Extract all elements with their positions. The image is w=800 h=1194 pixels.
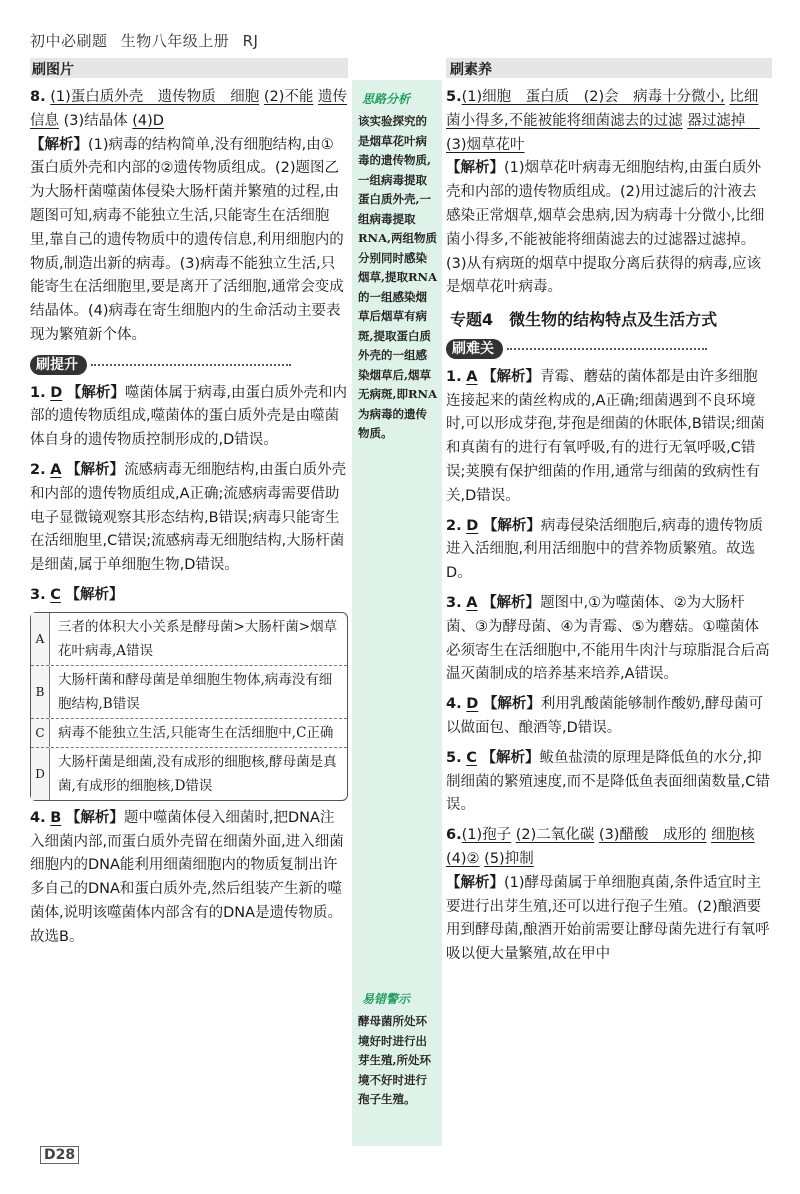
- question-3: 3. C 【解析】: [30, 586, 124, 603]
- left-column: [30, 86, 348, 950]
- question-5b: 5. C 【解析】鲅鱼盐渍的原理是降低鱼的水分,抑制细菌的繁殖速度,而不是降低鱼表面细菌数量,C错误。: [446, 749, 770, 814]
- dotted-rule: [507, 348, 707, 350]
- section-heading: [30, 354, 348, 378]
- table-row: C 病毒不能独立生活,只能寄生在活细胞中,C正确: [31, 718, 347, 747]
- answer-letter: A: [466, 594, 478, 611]
- tip-heading-warning: 易错警示: [362, 992, 411, 1006]
- tip-heading-analysis: 思路分析: [362, 92, 411, 106]
- section-heading: [446, 338, 770, 362]
- explanation: 【解析】(1)烟草花叶病毒无细胞结构,由蛋白质外壳和内部的遗传物质组成。(2)用过滤后的汁液去感染正常烟草,烟草会患病,因为病毒十分微小,比细菌小得多,不能被能将细菌滤去的过滤器过滤掉。(3)从有病斑的烟草中提取分离后获得的病毒,应该是烟草花叶病毒。: [446, 160, 765, 296]
- series-name: 初中必刷题: [30, 32, 108, 50]
- right-column: [446, 86, 770, 967]
- question-2: 2. A 【解析】流感病毒无细胞结构,由蛋白质外壳和内部的遗传物质组成,A正确;流感病毒需要借助电子显微镜观察其形态结构,B错误;病毒只能寄生在活细胞里,C错误;流感病毒无细胞结构,大肠杆菌是细菌,属于单细胞生物,D错误。: [30, 461, 347, 574]
- options-table: [30, 612, 348, 801]
- subject-name: 生物八年级上册: [120, 32, 230, 50]
- question-6: 6.(1)孢子 (2)二氧化碳 (3)醋酸 成形的 细胞核 (4)② (5)抑制: [446, 827, 755, 867]
- answer-letter: D: [466, 517, 479, 534]
- answer-blank: (1)细胞 蛋白质 (2)会 病毒十分微小,: [461, 89, 725, 105]
- answer-letter: C: [466, 749, 477, 766]
- answer-letter: D: [466, 696, 479, 713]
- question-3: 3. A 【解析】题图中,①为噬菌体、②为大肠杆菌、③为酵母菌、④为青霉、⑤为蘑菇。①噬菌体必须寄生在活细胞中,不能用牛肉汁与琼脂混合后高温灭菌制成的培养基来培养,A错误。: [446, 594, 770, 683]
- tip-analysis-text: 该实验探究的是烟草花叶病毒的遗传物质,一组病毒提取蛋白质外壳,一组病毒提取RNA,两组物质分别同时感染烟草,提取RNA的一组感染烟草后烟草有病斑,提取蛋白质外壳的一组感染烟草后,烟草无病斑,即RNA为病毒的遗传物质。: [358, 114, 437, 440]
- right-band-label: 刷素养: [450, 62, 492, 78]
- question-8: 8. (1)蛋白质外壳 遗传物质 细胞 (2)不能 遗传信息 (3)结晶体 (4)D: [30, 89, 348, 129]
- page-number: D28: [40, 1146, 79, 1164]
- question-4: 4. B 【解析】题中噬菌体侵入细菌时,把DNA注入细菌内部,而蛋白质外壳留在细菌外面,进入细菌细胞内的DNA能利用细菌细胞内的物质复制出许多自己的DNA和蛋白质外壳,然后组装产生新的噬菌体,说明该噬菌体内部含有的DNA是遗传物质。故选B。: [30, 809, 344, 945]
- answer-blank: (2)二氧化碳: [515, 827, 595, 844]
- question-1: 1. A 【解析】青霉、蘑菇的菌体都是由许多细胞连接起来的菌丝构成的,A正确;细菌遇到不良环境时,可以形成芽孢,芽孢是细菌的休眠体,B错误;细菌和真菌有的进行有氧呼吸,有的进行无氧呼吸,C错误;荚膜有保护细菌的作用,通常与细菌的致病性有关,D错误。: [446, 368, 765, 504]
- question-5: 5.(1)细胞 蛋白质 (2)会 病毒十分微小, 比细菌小得多,不能被能将细菌滤去的过滤 器过滤掉 (3)烟草花叶: [446, 89, 760, 153]
- left-section-band: [30, 58, 348, 78]
- section-label: 刷提升: [30, 355, 87, 375]
- question-2: 2. D 【解析】病毒侵染活细胞后,病毒的遗传物质进入活细胞,利用活细胞中的营养物质繁殖。故选D。: [446, 517, 763, 582]
- answer-letter: C: [50, 586, 61, 603]
- dotted-rule: [91, 364, 291, 366]
- answer-letter: A: [50, 461, 62, 478]
- answer-blank: 细胞核: [711, 827, 755, 844]
- answer-blank: (5)抑制: [484, 850, 534, 867]
- answer-letter: D: [50, 384, 63, 401]
- answer-blank: (3)醋酸 成形的: [598, 827, 707, 844]
- section-label: 刷难关: [446, 339, 503, 359]
- answer-blank: (3)结晶体: [63, 112, 128, 129]
- answer-blank: (1)孢子: [461, 827, 512, 844]
- question-1: 1. D 【解析】噬菌体属于病毒,由蛋白质外壳和内部的遗传物质组成,噬菌体的蛋白质外壳是由噬菌体自身的遗传物质控制形成的,D错误。: [30, 384, 347, 449]
- answer-letter: A: [466, 368, 478, 385]
- page-header: [30, 30, 258, 51]
- table-row: A 三者的体积大小关系是酵母菌>大肠杆菌>烟草花叶病毒,A错误: [31, 613, 347, 665]
- explanation: 【解析】(1)病毒的结构简单,没有细胞结构,由①蛋白质外壳和内部的②遗传物质组成。(2)题图乙为大肠杆菌噬菌体侵染大肠杆菌并繁殖的过程,由题图可知,病毒不能独立生活,只能寄生在活细胞里,靠自己的遗传物质中的遗传信息,利用细胞内的物质,制造出新的病毒。(3)病毒不能独立生活,只能寄生在活细胞里,要是离开了活细胞,通常会变成结晶体。(4)病毒在寄生细胞内的生命活动主要表现为繁殖新个体。: [30, 136, 344, 343]
- answer-letter: B: [50, 809, 62, 826]
- left-band-label: 刷图片: [32, 62, 74, 78]
- answer-blank: (4)②: [446, 850, 480, 867]
- answer-blank: 比细菌小得多,不能被能将细菌滤去的过滤: [446, 89, 759, 129]
- edition: RJ: [242, 32, 259, 50]
- tip-warning-text: 酵母菌所处环境好时进行出芽生殖,所处环境不好时进行孢子生殖。: [358, 1014, 432, 1106]
- answer-blank: 器过滤掉 (3)烟草花叶: [446, 112, 760, 153]
- table-row: D 大肠杆菌是细菌,没有成形的细胞核,酵母菌是真菌,有成形的细胞核,D错误: [31, 747, 347, 800]
- answer-blank: (2)不能: [263, 89, 314, 105]
- table-row: B 大肠杆菌和酵母菌是单细胞生物体,病毒没有细胞结构,B错误: [31, 665, 347, 718]
- explanation: 【解析】(1)酵母菌属于单细胞真菌,条件适宜时主要进行出芽生殖,还可以进行孢子生殖。(2)酿酒要用到酵母菌,酿酒开始前需要让酵母菌先进行有氧呼吸以便大量繁殖,故在甲中: [446, 874, 770, 963]
- right-section-band: [446, 58, 772, 78]
- topic-title: 专题4 微生物的结构特点及生活方式: [450, 310, 718, 330]
- answer-blank: (4)D: [132, 112, 164, 129]
- answer-blank: 遗传信息: [30, 89, 348, 129]
- answer-blank: (1)蛋白质外壳 遗传物质 细胞: [50, 89, 260, 105]
- question-4: 4. D 【解析】利用乳酸菌能够制作酸奶,酵母菌可以做面包、酿酒等,D错误。: [446, 696, 763, 736]
